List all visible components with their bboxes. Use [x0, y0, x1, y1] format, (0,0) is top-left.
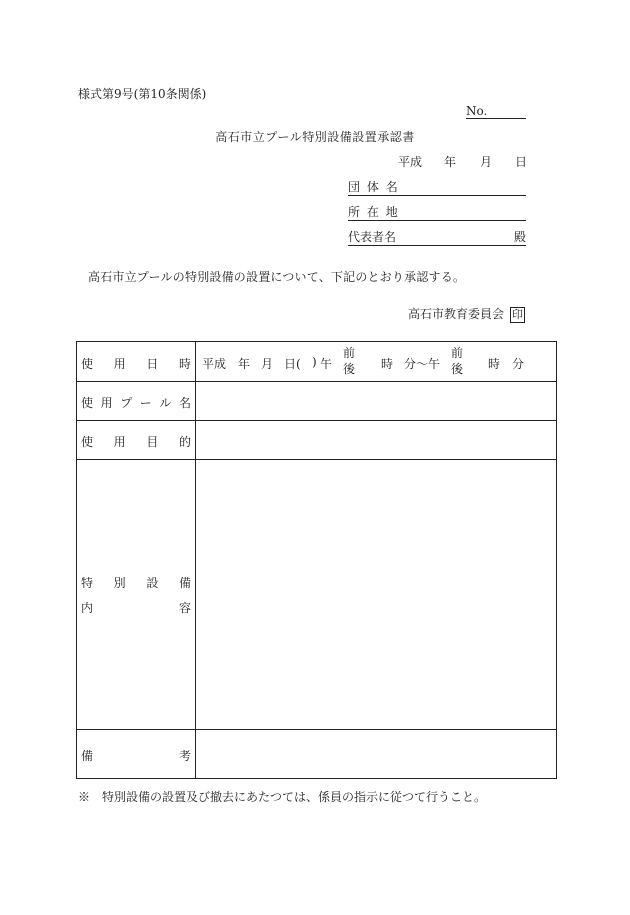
footnote: ※ 特別設備の設置及び撤去にあたつては、係員の指示に従つて行うこと。 [78, 790, 487, 804]
remarks-value[interactable] [196, 730, 555, 777]
group-name-label: 団 体 名 [348, 180, 398, 194]
special-equipment-label: 特 別 設 備 [81, 576, 191, 590]
issue-date-month: 月 [480, 155, 493, 169]
usage-purpose-label: 使 用 目 的 [81, 435, 191, 449]
special-equipment-value[interactable] [196, 460, 555, 729]
document-number-label: No. [466, 104, 488, 118]
form-number: 様式第9号(第10条関係) [78, 87, 207, 101]
issue-date-day: 日 [515, 155, 528, 169]
representative-field[interactable] [348, 229, 526, 246]
issue-date-year: 年 [444, 155, 457, 169]
issuer-name: 高石市教育委員会 [408, 307, 505, 321]
usage-datetime-label: 使 用 日 時 [81, 357, 191, 371]
address-field[interactable] [348, 204, 526, 221]
document-title: 高石市立プール特別設備設置承認書 [215, 130, 415, 144]
group-name-field[interactable] [348, 179, 526, 196]
address-label: 所 在 地 [348, 205, 398, 219]
approval-statement: 高石市立プールの特別設備の設置について、下記のとおり承認する。 [88, 270, 466, 284]
pool-name-label: 使 用 プ ー ル 名 [81, 396, 191, 410]
representative-label: 代表者名 [348, 230, 397, 244]
seal-mark: 印 [512, 307, 524, 321]
document-number-field[interactable] [466, 104, 526, 119]
special-equipment-label-contents: 内 容 [81, 601, 191, 615]
issue-date-era: 平成 [398, 155, 423, 169]
details-table: 使 用 日 時 平成 年 月 日( ) 午 前 後 時 分〜午 前 後 時 分 使 用 プ ー ル 名 使 用 目 的 特 別 設 備 内 容 備 考 [76, 341, 557, 779]
issuer [408, 305, 525, 323]
honorific-suffix: 殿 [513, 230, 526, 244]
usage-purpose-value[interactable] [196, 421, 555, 459]
remarks-label: 備 考 [81, 749, 191, 763]
pool-name-value[interactable] [196, 382, 555, 420]
